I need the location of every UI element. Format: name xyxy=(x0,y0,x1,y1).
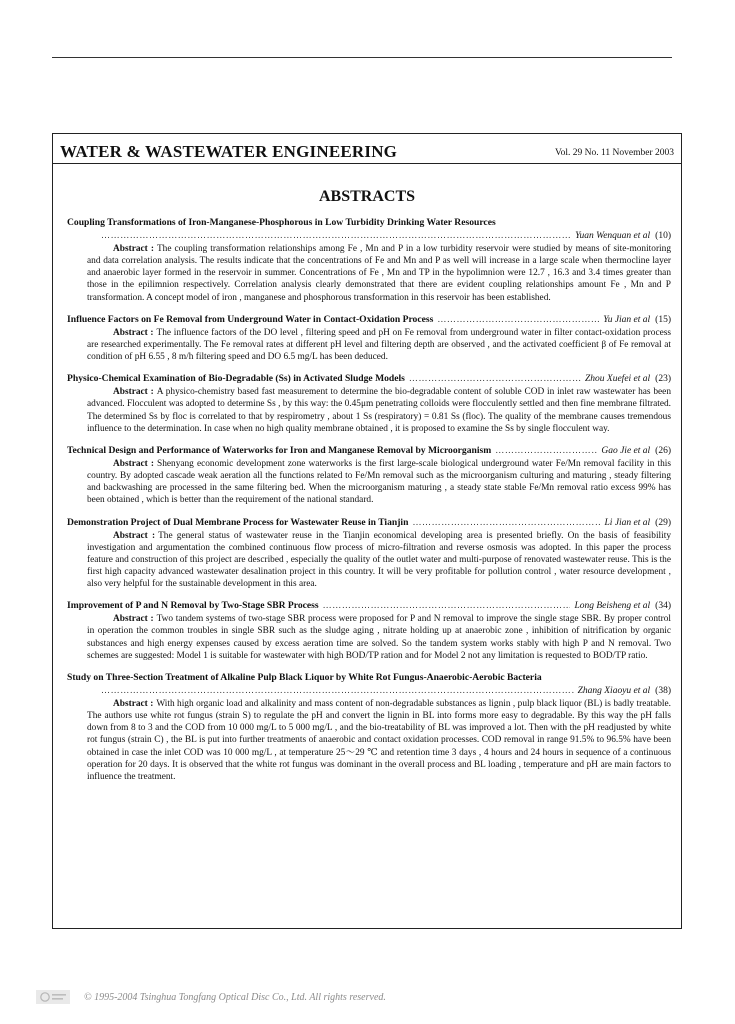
abstracts-frame xyxy=(52,133,682,929)
dot-leader xyxy=(323,599,571,612)
dot-leader xyxy=(101,229,571,242)
article-title: Improvement of P and N Removal by Two-Stage SBR Process xyxy=(67,600,319,612)
abstract-body xyxy=(67,530,671,591)
section-title: ABSTRACTS xyxy=(318,188,416,205)
abstract-body xyxy=(67,613,671,662)
dot-leader xyxy=(409,372,581,385)
abstract-label: Abstract : xyxy=(113,614,154,625)
article-author: Li Jian et al xyxy=(604,517,651,528)
abstract-text: The coupling transformation relationships among Fe , Mn and P in a low turbidity reservoir were studied by means of site-monitoring and data correlation analysis. The results indicate that the concentrations of Fe and Mn and P as well will increase in a large scale when thermocline layer and anaerobic layer formed in the reservoir in summer. Concentrations of Fe , Mn and TP in the hypolimnion were 12.7 , 16.3 and 3.4 times greater than those in the epilimnion respectively. Correlation analysis clearly demonstrated that there are evident coupling relationships amount Fe , Mn and P transformation. A concept model of iron , manganese and phosphorous transformation in this reservoir has been established. xyxy=(87,244,671,303)
entry-author-line xyxy=(67,229,671,243)
journal-title: WATER & WASTEWATER ENGINEERING xyxy=(60,142,398,161)
abstract-body xyxy=(67,386,671,435)
abstract-text: With high organic load and alkalinity and mass content of non-degradable substances as lignin , pulp black liquor (BL) is badly treatable. The authors use white rot fungus (strain S) to regulate the pH and convert the lignin in BL into forms more easy to degradable. By this way the pH falls down from 8 to 3 and the COD from 10 000 mg/L to 5 000 mg/L , and the bio-treatability of BL was improved a lot. Then with the pH readjusted by white rot fungus (strain C) , the BL is put into further treatments of anaerobic and contact oxidation processes. COD removal in range 91.5% to 96.5% have been obtained in case the inlet COD was 10 000 mg/L , at temperature 25～29 ℃ and retention time 3 days , 4 hours and 24 hours in sequence of a continuous operation for 20 days. It is observed that the white rot fungus was dominant in the overall process and BL loading , temperature and pH are main factors to influence the treatment. xyxy=(87,698,672,782)
article-page: (34) xyxy=(655,601,671,612)
article-title: Coupling Transformations of Iron-Manganese-Phosphorous in Low Turbidity Drinking Water Resources xyxy=(67,217,496,228)
entry-author-line xyxy=(67,684,671,698)
abstract-label: Abstract : xyxy=(113,387,154,398)
entry-title-line xyxy=(67,516,671,530)
copyright-notice: © 1995-2004 Tsinghua Tongfang Optical Disc Co., Ltd. All rights reserved. xyxy=(84,992,386,1003)
abstract-label: Abstract : xyxy=(113,458,154,469)
abstract-label: Abstract : xyxy=(113,244,154,254)
abstract-entry xyxy=(67,599,671,662)
article-author: Yuan Wenquan et al xyxy=(575,231,651,241)
abstract-body xyxy=(67,243,671,304)
abstract-text: Shenyang economic development zone waterworks is the first large-scale biological underground water Fe/Mn removal facility in this country. By adopted cascade weak aeration all the functions related to Fe/Mn removal such as the microorganism culturing and maturing , steady filtering and backwashing are processed in the same filtering bed. When the microorganism maturing , a steady state stable Fe/Mn removal ratio excess 99% has been obtained , which is better than the requirement of the national standard. xyxy=(87,458,671,506)
article-title: Demonstration Project of Dual Membrane Process for Wastewater Reuse in Tianjin xyxy=(67,516,409,528)
entry-title-line xyxy=(67,671,671,684)
dot-leader xyxy=(437,313,599,326)
entry-title-line xyxy=(67,372,671,386)
abstract-entry xyxy=(67,516,671,591)
entry-title-line xyxy=(67,313,671,327)
article-author: Gao Jie et al xyxy=(601,445,651,456)
article-page: (26) xyxy=(655,445,671,456)
article-author: Zhang Xiaoyu et al xyxy=(577,685,651,696)
article-title: Influence Factors on Fe Removal from Underground Water in Contact-Oxidation Process xyxy=(67,313,434,325)
abstract-entry xyxy=(67,444,671,507)
article-author: Yu Jian et al xyxy=(603,314,651,325)
abstract-list xyxy=(67,216,671,792)
article-page: (15) xyxy=(655,314,671,325)
entry-title-line xyxy=(67,216,671,229)
article-title: Technical Design and Performance of Waterworks for Iron and Manganese Removal by Microorganism xyxy=(67,444,492,456)
abstract-label: Abstract : xyxy=(113,327,154,338)
abstract-entry xyxy=(67,313,671,363)
journal-issue: Vol. 29 No. 11 November 2003 xyxy=(554,148,674,158)
top-rule xyxy=(52,57,672,58)
abstract-text: A physico-chemistry based fast measurement to determine the bio-degradable content of soluble COD in inlet raw wastewater has been advanced. Flocculent was adopted to determine Ss , by this way: the 0.45μm penetrating colloids were flocculently settled and then fine membrane filtrated. The determined Ss by floc is correlated to that by respirometry , about 1 Ss (respiratory) = 0.81 Ss (floc). The quality of the membrane causes tremendous influence to the determination. In case when no high quality membrane obtained , it is proposed to examine the Ss by single flocculent way. xyxy=(87,387,671,434)
article-title: Study on Three-Section Treatment of Alkaline Pulp Black Liquor by White Rot Fungus-Anaerobic-Aerobic Bacteria xyxy=(67,671,542,683)
abstract-body xyxy=(67,458,671,507)
article-page: (10) xyxy=(655,231,671,241)
article-page: (23) xyxy=(655,374,671,385)
article-title: Physico-Chemical Examination of Bio-Degradable (Ss) in Activated Sludge Models xyxy=(67,373,405,385)
dot-leader xyxy=(412,516,600,529)
entry-title-line xyxy=(67,444,671,458)
abstract-body xyxy=(67,698,671,783)
dot-leader xyxy=(495,444,597,457)
abstract-entry xyxy=(67,372,671,435)
article-page: (38) xyxy=(655,685,671,696)
abstract-entry xyxy=(67,216,671,304)
publisher-logo-icon xyxy=(36,990,70,1004)
journal-header xyxy=(53,134,681,164)
abstract-text: The influence factors of the DO level , filtering speed and pH on Fe removal from underground water in filter contact-oxidation process are researched experimentally. The Fe removal rates at different pH level and filtering depth are observed , and the activated coefficient β of Fe removal at condition of pH 6.55 , 8 m/h filtering speed and DO 6.5 mg/L has been deduced. xyxy=(87,327,672,363)
abstract-text: The general status of wastewater reuse in the Tianjin economical developing area is presented briefly. On the basis of feasibility investigation and argumentation the combined continuous flow process of micro-filtration and reverse osmosis was adopted. In this paper the process feature and construction of this project are described , especially the quality of the outlet water and multi-purpose of renovated wastewater reuse. This is the first high capacity advanced wastewater desalination project in this country. It will be very profitable for pollution control , water resource development , also very helpful for the sustainable development in this area. xyxy=(87,530,672,590)
article-author: Long Beisheng et al xyxy=(574,601,651,612)
abstract-text: Two tandem systems of two-stage SBR process were proposed for P and N removal to improve the single stage SBR. By proper control in operation the common troubles in single SBR such as the sludge aging , nitrate holding up at anaerobic zone , inhibition of nitrification by organic substances and high energy expenses caused by excess aeration time are solved. So the tandem system works stably with high P and N removal. Two schemes are suggested: Model 1 is suitable for wastewater with high BOD/TP ration and for Model 2 not any limitation is requested to BOD/TP ratio. xyxy=(87,614,671,661)
page-footer xyxy=(36,988,696,1008)
abstract-label: Abstract : xyxy=(113,698,154,709)
article-page: (29) xyxy=(655,517,671,528)
abstract-entry xyxy=(67,671,671,783)
entry-title-line xyxy=(67,599,671,613)
article-author: Zhou Xuefei et al xyxy=(585,374,651,385)
dot-leader xyxy=(101,684,574,697)
abstract-label: Abstract : xyxy=(113,530,156,541)
abstract-body xyxy=(67,327,671,363)
